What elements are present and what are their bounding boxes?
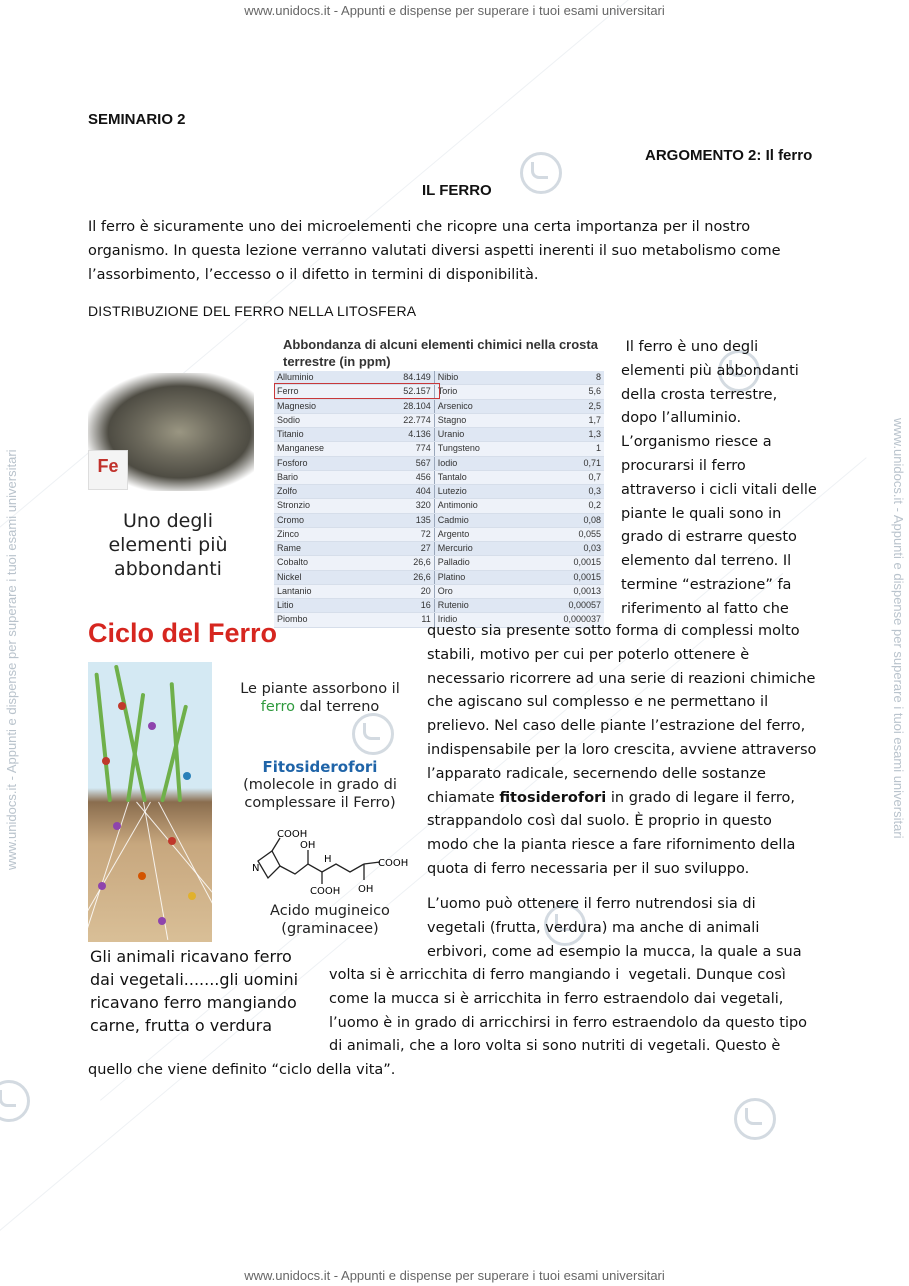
mugineic-acid-caption xyxy=(250,902,410,938)
table-row xyxy=(274,599,604,613)
abundance-value-cell: 404 xyxy=(372,485,435,499)
text-line: della crosta terrestre, xyxy=(621,386,778,403)
fe-symbol: Fe xyxy=(97,456,119,476)
second-paragraph-last-line: quello che viene definito “ciclo della vita”. xyxy=(88,1062,396,1078)
abundance-value-cell: 1,3 xyxy=(524,428,604,442)
abundance-value-cell: 320 xyxy=(372,499,435,513)
abundance-value-cell: 52.157 xyxy=(372,385,435,399)
abundance-value-cell: 0,00057 xyxy=(524,599,604,613)
text-line: grado di estrarre questo xyxy=(621,529,797,546)
abundance-value-cell: 0,0013 xyxy=(524,584,604,598)
molecule-oh-label: OH xyxy=(358,884,374,895)
element-name-cell: Mercurio xyxy=(434,542,524,556)
element-name-cell: Stagno xyxy=(434,413,524,427)
element-name-cell: Tungsteno xyxy=(434,442,524,456)
text-line: vegetali (frutta, verdura) ma anche di animali xyxy=(427,919,760,936)
animals-line: ricavano ferro mangiando xyxy=(90,993,297,1012)
element-name-cell: Nibio xyxy=(434,371,524,385)
second-paragraph-part-a xyxy=(427,893,827,964)
element-name-cell: Torio xyxy=(434,385,524,399)
abundance-value-cell: 135 xyxy=(372,513,435,527)
plants-absorb-text xyxy=(222,680,418,716)
text-line: questo sia presente sotto forma di complessi molto xyxy=(427,623,800,639)
abundance-value-cell: 0,000037 xyxy=(524,613,604,627)
watermark-logo-icon xyxy=(0,1080,30,1122)
element-name-cell: Tantalo xyxy=(434,470,524,484)
element-name-cell: Palladio xyxy=(434,556,524,570)
animals-line: Gli animali ricavano ferro xyxy=(90,947,292,966)
text-line: dopo l’alluminio. xyxy=(621,410,742,427)
abundance-value-cell: 0,7 xyxy=(524,470,604,484)
text-line: modo che la pianta riesce a fare rifornimento della xyxy=(427,837,796,854)
abundance-value-cell: 5,6 xyxy=(524,385,604,399)
abundance-value-cell: 11 xyxy=(372,613,435,627)
abundance-value-cell: 0,0015 xyxy=(524,556,604,570)
table-row xyxy=(274,456,604,470)
table-row xyxy=(274,399,604,413)
element-name-cell: Titanio xyxy=(274,428,372,442)
abundance-value-cell: 27 xyxy=(372,542,435,556)
element-name-cell: Sodio xyxy=(274,413,372,427)
abundance-value-cell: 28.104 xyxy=(372,399,435,413)
abundance-value-cell: 0,2 xyxy=(524,499,604,513)
element-name-cell: Fosforo xyxy=(274,456,372,470)
cycle-title: Ciclo del Ferro xyxy=(88,618,278,648)
phytosiderophores-label xyxy=(230,758,410,812)
table-row xyxy=(274,584,604,598)
intro-paragraph: Il ferro è sicuramente uno dei microelementi che ricopre una certa importanza per il nostro organismo. In questa lezione verranno valutati diversi aspetti inerenti il suo metabolismo come l’assorbimento, l’eccesso o il difetto in termini di disponibilità. xyxy=(88,219,781,283)
acid-name: Acido mugineico xyxy=(270,903,390,919)
abundance-value-cell: 72 xyxy=(372,527,435,541)
element-name-cell: Alluminio xyxy=(274,371,372,385)
element-name-cell: Platino xyxy=(434,570,524,584)
abundance-value-cell: 456 xyxy=(372,470,435,484)
text-line: stabili, motivo per cui per poterlo ottenere è xyxy=(427,646,750,663)
text-line: L’organismo riesce a xyxy=(621,434,772,451)
text-line: chiamate fitosiderofori in grado di legare il ferro, xyxy=(427,789,796,806)
text-line: volta si è arricchita di ferro mangiando i vegetali. Dunque così xyxy=(329,967,786,983)
phytosiderophores-title: Fitosiderofori xyxy=(262,758,378,776)
text-line: prelievo. Nel caso delle piante l’estrazione del ferro, xyxy=(427,718,806,735)
text-line: termine “estrazione” fa xyxy=(621,576,792,593)
table-row xyxy=(274,570,604,584)
plant-roots-illustration xyxy=(88,662,212,942)
animals-caption xyxy=(90,945,325,1037)
element-name-cell: Antimonio xyxy=(434,499,524,513)
table-row xyxy=(274,428,604,442)
molecule-cooh-label: COOH xyxy=(310,886,341,897)
abundance-value-cell: 1 xyxy=(524,442,604,456)
acid-source: (graminacee) xyxy=(281,921,379,937)
text-line: di animali, che a loro volta si sono nutriti di vegetali. Questo è xyxy=(329,1038,781,1055)
watermark-bottom: www.unidocs.it - Appunti e dispense per superare i tuoi esami universitari xyxy=(244,1268,665,1283)
element-name-cell: Cadmio xyxy=(434,513,524,527)
element-name-cell: Lutezio xyxy=(434,485,524,499)
table-row xyxy=(274,485,604,499)
element-name-cell: Zinco xyxy=(274,527,372,541)
mineral-caption-line: elementi più xyxy=(108,534,228,556)
abundance-value-cell: 0,08 xyxy=(524,513,604,527)
text-line: indispensabile per la loro crescita, avviene attraverso xyxy=(427,741,817,758)
abundance-value-cell: 20 xyxy=(372,584,435,598)
abundance-value-cell: 4.136 xyxy=(372,428,435,442)
text-line: quota di ferro necessaria per il suo sviluppo. xyxy=(427,860,750,877)
second-paragraph-part-b xyxy=(329,964,829,1059)
element-name-cell: Bario xyxy=(274,470,372,484)
abundance-value-cell: 0,71 xyxy=(524,456,604,470)
text-line: come la mucca si è arricchita in ferro estraendolo dai vegetali, xyxy=(329,990,784,1007)
element-name-cell: Piombo xyxy=(274,613,372,627)
text-line: attraverso i cicli vitali delle xyxy=(621,481,817,498)
text-line: elemento dal terreno. Il xyxy=(621,553,792,570)
element-name-cell: Nickel xyxy=(274,570,372,584)
element-name-cell: Manganese xyxy=(274,442,372,456)
molecule-nh-h-label: H xyxy=(324,854,332,865)
element-name-cell: Iodio xyxy=(434,456,524,470)
molecule-cooh-label: COOH xyxy=(378,858,409,869)
mineral-caption xyxy=(88,509,248,581)
text-line: Il ferro è uno degli xyxy=(621,339,759,355)
abundance-table xyxy=(274,371,604,628)
table-row xyxy=(274,556,604,570)
abundance-value-cell: 26,6 xyxy=(372,556,435,570)
element-name-cell: Magnesio xyxy=(274,399,372,413)
table-row xyxy=(274,413,604,427)
molecule-n-label: N xyxy=(252,863,260,874)
text-line: L’uomo può ottenere il ferro nutrendosi sia di xyxy=(427,896,756,912)
abundance-value-cell: 567 xyxy=(372,456,435,470)
text-line: riferimento al fatto che xyxy=(621,600,789,617)
ferro-highlight-box xyxy=(274,383,440,399)
table-row xyxy=(274,513,604,527)
table-row xyxy=(274,527,604,541)
watermark-left: www.unidocs.it - Appunti e dispense per superare i tuoi esami universitari xyxy=(4,449,19,870)
watermark-right: www.unidocs.it - Appunti e dispense per superare i tuoi esami universitari xyxy=(891,418,906,839)
topic-label: ARGOMENTO 2: Il ferro xyxy=(645,147,813,164)
text-line: erbivori, come ad esempio la mucca, la quale a sua xyxy=(427,943,802,960)
text-line: l’apparato radicale, secernendo delle sostanze xyxy=(427,765,766,782)
middle-column-text xyxy=(427,620,827,882)
animals-line: carne, frutta o verdura xyxy=(90,1016,273,1035)
phytosiderophores-subtitle: (molecole in grado di xyxy=(243,777,397,793)
table-title: Abbondanza di alcuni elementi chimici nella crosta terrestre (in ppm) xyxy=(283,337,598,369)
element-name-cell: Stronzio xyxy=(274,499,372,513)
abundance-value-cell: 0,3 xyxy=(524,485,604,499)
element-name-cell: Argento xyxy=(434,527,524,541)
plants-line: Le piante assorbono il xyxy=(240,681,400,697)
text-line: procurarsi il ferro xyxy=(621,457,746,474)
watermark-logo-icon xyxy=(352,713,394,755)
element-name-cell: Arsenico xyxy=(434,399,524,413)
watermark-logo-icon xyxy=(734,1098,776,1140)
abundance-value-cell: 2,5 xyxy=(524,399,604,413)
abundance-value-cell: 0,0015 xyxy=(524,570,604,584)
element-name-cell: Rame xyxy=(274,542,372,556)
table-row xyxy=(274,542,604,556)
text-line: piante le quali sono in xyxy=(621,505,782,522)
element-name-cell: Zolfo xyxy=(274,485,372,499)
mugineic-acid-structure xyxy=(250,826,410,901)
plants-line-2: ferro dal terreno xyxy=(260,699,380,715)
abundance-value-cell: 774 xyxy=(372,442,435,456)
text-line: necessario ricorrere ad una serie di reazioni chimiche xyxy=(427,670,816,687)
element-name-cell: Cromo xyxy=(274,513,372,527)
animals-line: dai vegetali.......gli uomini xyxy=(90,970,299,989)
fitosiderofori-term: fitosiderofori xyxy=(499,789,607,806)
fe-element-tile xyxy=(88,450,128,490)
element-name-cell: Uranio xyxy=(434,428,524,442)
abundance-value-cell: 0,03 xyxy=(524,542,604,556)
molecule-cooh-label: COOH xyxy=(277,829,308,840)
abundance-value-cell: 16 xyxy=(372,599,435,613)
page-title: IL FERRO xyxy=(422,182,492,199)
abundance-value-cell: 0,055 xyxy=(524,527,604,541)
section-title: DISTRIBUZIONE DEL FERRO NELLA LITOSFERA xyxy=(88,303,417,319)
seminar-label: SEMINARIO 2 xyxy=(88,111,186,128)
abundance-value-cell: 8 xyxy=(524,371,604,385)
element-name-cell: Rutenio xyxy=(434,599,524,613)
molecule-oh-label: OH xyxy=(300,840,316,851)
table-row xyxy=(274,442,604,456)
abundance-value-cell: 26,6 xyxy=(372,570,435,584)
phytosiderophores-subtitle: complessare il Ferro) xyxy=(244,795,396,811)
text-line: che agiscano sul complesso e ne permettano il xyxy=(427,694,769,711)
watermark-top: www.unidocs.it - Appunti e dispense per superare i tuoi esami universitari xyxy=(244,3,665,18)
element-name-cell: Oro xyxy=(434,584,524,598)
table-row xyxy=(274,499,604,513)
abundance-value-cell: 1,7 xyxy=(524,413,604,427)
element-name-cell: Iridio xyxy=(434,613,524,627)
abundance-value-cell: 84.149 xyxy=(372,371,435,385)
right-column-text xyxy=(621,336,836,622)
text-line: elementi più abbondanti xyxy=(621,362,799,379)
element-name-cell: Lantanio xyxy=(274,584,372,598)
element-name-cell: Ferro xyxy=(274,385,372,399)
text-line: l’uomo è in grado di arricchirsi in ferro estraendolo da questo tipo xyxy=(329,1014,808,1031)
table-row xyxy=(274,470,604,484)
element-name-cell: Litio xyxy=(274,599,372,613)
abundance-value-cell: 22.774 xyxy=(372,413,435,427)
element-name-cell: Cobalto xyxy=(274,556,372,570)
mineral-caption-line: abbondanti xyxy=(114,558,222,580)
watermark-logo-icon xyxy=(520,152,562,194)
mineral-caption-line: Uno degli xyxy=(123,510,213,532)
text-line: strappandolo così dal suolo. È proprio in questo xyxy=(427,813,772,830)
